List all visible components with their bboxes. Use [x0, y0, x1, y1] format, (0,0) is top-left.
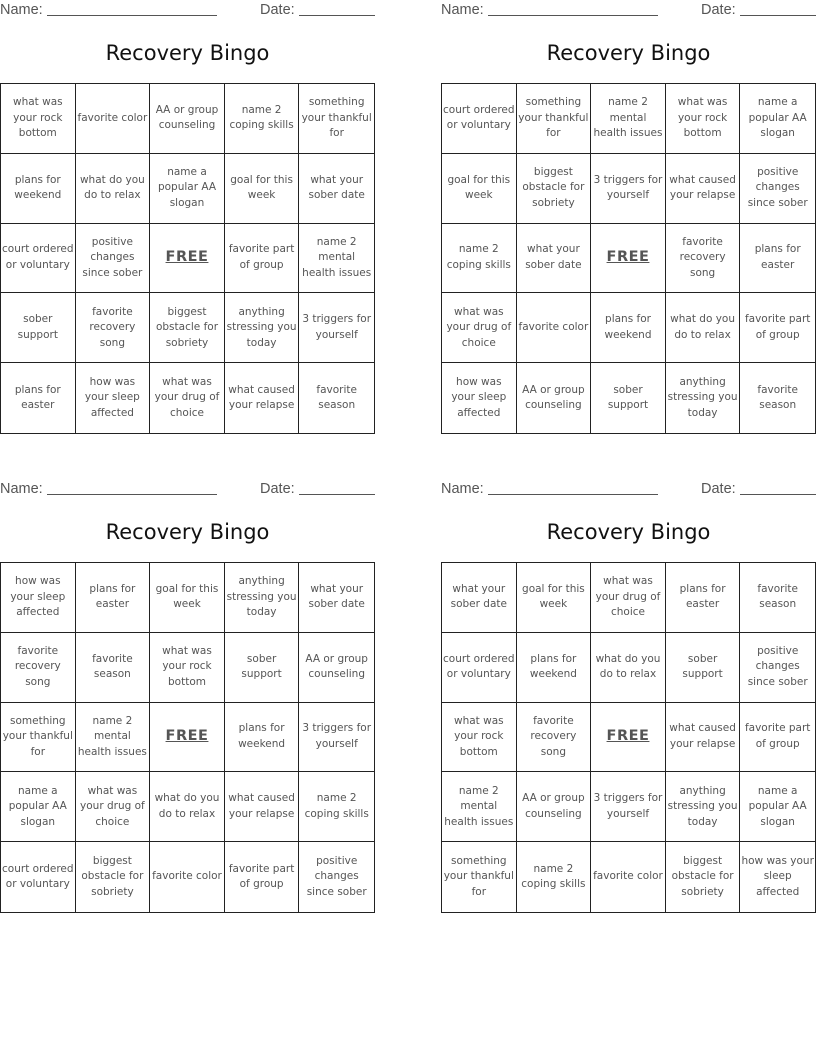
- bingo-cell: court ordered or voluntary: [1, 224, 76, 294]
- card-header: [441, 2, 816, 20]
- bingo-cell: name 2 mental health issues: [299, 224, 374, 294]
- bingo-cell: something your thankful for: [299, 84, 374, 154]
- name-field: [441, 2, 658, 18]
- card-title: Recovery Bingo: [546, 520, 711, 544]
- name-blank-line: [488, 3, 658, 16]
- bingo-cell: something your thankful for: [442, 842, 517, 912]
- bingo-cell: positive changes since sober: [740, 633, 815, 703]
- bingo-cell: what was your drug of choice: [76, 772, 151, 842]
- bingo-cell: how was your sleep affected: [1, 563, 76, 633]
- bingo-cell: biggest obstacle for sobriety: [517, 154, 592, 224]
- bingo-cell: what caused your relapse: [666, 703, 741, 773]
- bingo-grid: [441, 83, 816, 434]
- bingo-cell: favorite recovery song: [1, 633, 76, 703]
- bingo-cell: what caused your relapse: [666, 154, 741, 224]
- bingo-cell: name a popular AA slogan: [150, 154, 225, 224]
- card-title: Recovery Bingo: [546, 41, 711, 65]
- bingo-cell: favorite season: [740, 563, 815, 633]
- bingo-cell: anything stressing you today: [666, 363, 741, 433]
- name-field: [0, 2, 217, 18]
- bingo-cell: how was your sleep affected: [442, 363, 517, 433]
- bingo-cell: goal for this week: [517, 563, 592, 633]
- bingo-cell: goal for this week: [150, 563, 225, 633]
- name-label: Name:: [441, 481, 484, 497]
- bingo-cell: sober support: [1, 293, 76, 363]
- card-title: Recovery Bingo: [105, 41, 270, 65]
- bingo-cell: what your sober date: [299, 154, 374, 224]
- bingo-cell: name 2 mental health issues: [442, 772, 517, 842]
- bingo-cell: favorite part of group: [740, 703, 815, 773]
- bingo-cell: what was your drug of choice: [591, 563, 666, 633]
- bingo-cell: name 2 coping skills: [517, 842, 592, 912]
- date-blank-line: [740, 3, 816, 16]
- bingo-cell: court ordered or voluntary: [1, 842, 76, 912]
- bingo-cell: favorite recovery song: [76, 293, 151, 363]
- bingo-cell: AA or group counseling: [150, 84, 225, 154]
- bingo-cell: how was your sleep affected: [76, 363, 151, 433]
- bingo-cell: favorite recovery song: [517, 703, 592, 773]
- bingo-cell: what do you do to relax: [666, 293, 741, 363]
- date-field: [701, 2, 816, 18]
- bingo-cell: anything stressing you today: [666, 772, 741, 842]
- bingo-cell: sober support: [225, 633, 300, 703]
- bingo-cell: anything stressing you today: [225, 293, 300, 363]
- date-label: Date:: [260, 481, 295, 497]
- bingo-cell: 3 triggers for yourself: [299, 293, 374, 363]
- bingo-cell: sober support: [591, 363, 666, 433]
- date-label: Date:: [260, 2, 295, 18]
- bingo-card: [0, 0, 375, 440]
- bingo-cell: favorite color: [591, 842, 666, 912]
- name-label: Name:: [0, 2, 43, 18]
- date-label: Date:: [701, 2, 736, 18]
- bingo-cell: what was your drug of choice: [442, 293, 517, 363]
- bingo-cell: favorite color: [76, 84, 151, 154]
- bingo-cell: name 2 coping skills: [225, 84, 300, 154]
- bingo-cell: plans for weekend: [591, 293, 666, 363]
- bingo-cell: name a popular AA slogan: [740, 772, 815, 842]
- bingo-cell: name a popular AA slogan: [1, 772, 76, 842]
- bingo-cell: favorite part of group: [225, 842, 300, 912]
- bingo-cell: 3 triggers for yourself: [591, 154, 666, 224]
- free-space: FREE: [591, 224, 666, 294]
- bingo-cell: positive changes since sober: [76, 224, 151, 294]
- bingo-cell: what do you do to relax: [591, 633, 666, 703]
- bingo-cell: plans for easter: [666, 563, 741, 633]
- bingo-cell: 3 triggers for yourself: [591, 772, 666, 842]
- card-header: [0, 2, 375, 20]
- bingo-cell: what was your drug of choice: [150, 363, 225, 433]
- bingo-cell: 3 triggers for yourself: [299, 703, 374, 773]
- name-field: [0, 481, 217, 497]
- free-space: FREE: [150, 224, 225, 294]
- bingo-grid: [441, 562, 816, 913]
- name-blank-line: [488, 482, 658, 495]
- bingo-cell: sober support: [666, 633, 741, 703]
- bingo-grid: [0, 83, 375, 434]
- bingo-cell: AA or group counseling: [299, 633, 374, 703]
- name-blank-line: [47, 3, 217, 16]
- bingo-card: [441, 0, 816, 440]
- date-blank-line: [740, 482, 816, 495]
- name-label: Name:: [441, 2, 484, 18]
- card-header: [0, 481, 375, 499]
- bingo-card: [0, 479, 375, 919]
- bingo-cell: favorite part of group: [740, 293, 815, 363]
- date-blank-line: [299, 482, 375, 495]
- bingo-cell: what your sober date: [299, 563, 374, 633]
- bingo-cell: plans for weekend: [1, 154, 76, 224]
- card-title: Recovery Bingo: [105, 520, 270, 544]
- bingo-cell: favorite recovery song: [666, 224, 741, 294]
- bingo-cell: favorite color: [517, 293, 592, 363]
- bingo-cell: what was your rock bottom: [150, 633, 225, 703]
- bingo-card: [441, 479, 816, 919]
- bingo-cell: anything stressing you today: [225, 563, 300, 633]
- bingo-cell: positive changes since sober: [306, 854, 367, 898]
- bingo-grid: [0, 562, 375, 913]
- bingo-cell: plans for easter: [1, 363, 76, 433]
- date-field: [260, 2, 375, 18]
- bingo-cell: what your sober date: [517, 224, 592, 294]
- date-field: [260, 481, 375, 497]
- bingo-cell: favorite color: [150, 842, 225, 912]
- bingo-cell: biggest obstacle for sobriety: [666, 842, 741, 912]
- bingo-cell: court ordered or voluntary: [442, 633, 517, 703]
- free-space: FREE: [591, 703, 666, 773]
- bingo-cell: what was your rock bottom: [666, 84, 741, 154]
- bingo-cell: AA or group counseling: [517, 772, 592, 842]
- bingo-cell: name 2 coping skills: [442, 224, 517, 294]
- bingo-cell: goal for this week: [225, 154, 300, 224]
- bingo-cell: favorite part of group: [225, 224, 300, 294]
- bingo-cell: favorite season: [76, 633, 151, 703]
- name-field: [441, 481, 658, 497]
- bingo-cell: what caused your relapse: [225, 363, 300, 433]
- bingo-cell: name 2 mental health issues: [76, 703, 151, 773]
- bingo-cell: name a popular AA slogan: [740, 84, 815, 154]
- bingo-cell: what was your rock bottom: [1, 84, 76, 154]
- bingo-cell: how was your sleep affected: [741, 854, 814, 898]
- card-header: [441, 481, 816, 499]
- name-blank-line: [47, 482, 217, 495]
- bingo-cell: favorite season: [316, 383, 357, 412]
- bingo-cell: something your thankful for: [1, 703, 76, 773]
- bingo-cell: what do you do to relax: [150, 772, 225, 842]
- date-label: Date:: [701, 481, 736, 497]
- date-field: [701, 481, 816, 497]
- bingo-cell: plans for weekend: [225, 703, 300, 773]
- bingo-cell: AA or group counseling: [517, 363, 592, 433]
- date-blank-line: [299, 3, 375, 16]
- bingo-cell: name 2 mental health issues: [591, 84, 666, 154]
- bingo-cell: biggest obstacle for sobriety: [150, 293, 225, 363]
- bingo-cell: favorite season: [757, 383, 798, 412]
- bingo-cell: plans for easter: [76, 563, 151, 633]
- bingo-cell: positive changes since sober: [740, 154, 815, 224]
- bingo-cell: what caused your relapse: [225, 772, 300, 842]
- bingo-cell: plans for weekend: [517, 633, 592, 703]
- bingo-cell: something your thankful for: [517, 84, 592, 154]
- bingo-cell: what was your rock bottom: [442, 703, 517, 773]
- bingo-cell: goal for this week: [442, 154, 517, 224]
- bingo-cell: court ordered or voluntary: [442, 84, 517, 154]
- bingo-cell: what do you do to relax: [76, 154, 151, 224]
- name-label: Name:: [0, 481, 43, 497]
- bingo-cell: plans for easter: [740, 224, 815, 294]
- bingo-cell: what your sober date: [442, 563, 517, 633]
- free-space: FREE: [150, 703, 225, 773]
- bingo-cell: name 2 coping skills: [299, 772, 374, 842]
- bingo-cell: biggest obstacle for sobriety: [76, 842, 151, 912]
